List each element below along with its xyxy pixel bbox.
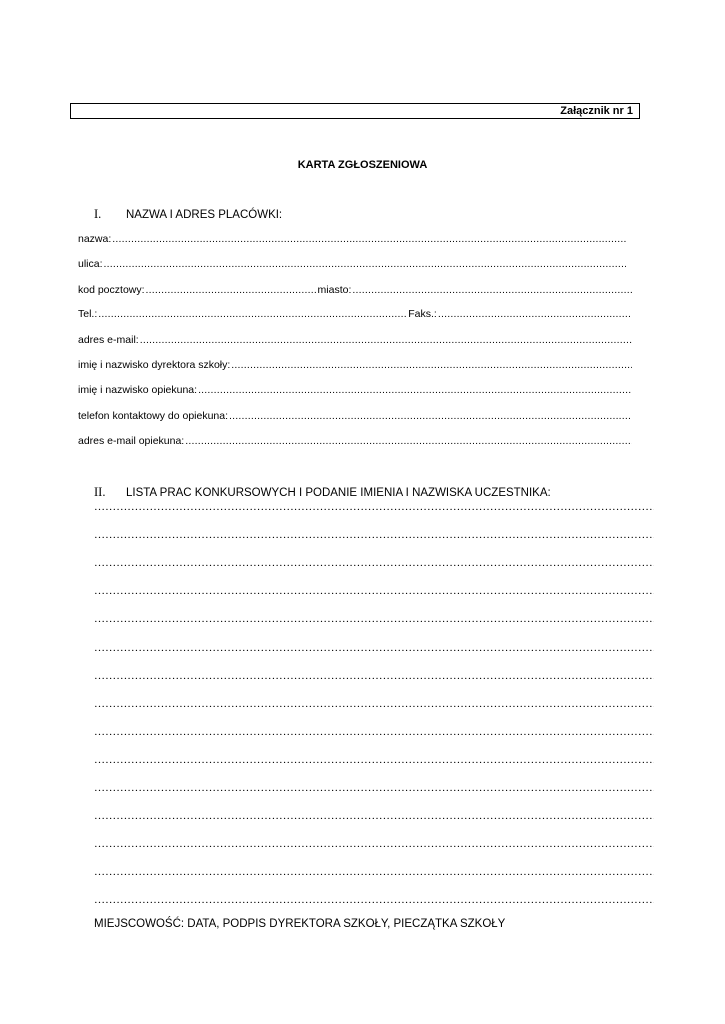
entry-line[interactable] — [94, 529, 654, 543]
field-email-dots — [140, 334, 632, 346]
entry-line[interactable] — [94, 670, 654, 684]
field-name[interactable] — [78, 231, 626, 245]
field-name-label: nazwa: — [78, 233, 112, 245]
entry-line[interactable] — [94, 754, 654, 768]
field-director[interactable] — [78, 357, 632, 371]
field-fax-dots — [438, 308, 632, 320]
field-director-dots — [231, 359, 632, 371]
field-supervisor-label: imię i nazwisko opiekuna: — [78, 384, 198, 396]
footer-caption: MIEJSCOWOŚĆ: DATA, PODPIS DYREKTORA SZKOŁY, PIECZĄTKA SZKOŁY — [94, 918, 506, 930]
section-2-heading — [94, 485, 551, 500]
document-title: KARTA ZGŁOSZENIOWA — [297, 159, 428, 171]
entry-line[interactable] — [94, 501, 654, 515]
section-2-numeral: II. — [94, 485, 106, 499]
entry-line[interactable] — [94, 810, 654, 824]
entry-line[interactable] — [94, 894, 654, 908]
field-supervisor-phone-dots — [229, 410, 632, 422]
field-fax-label: Faks.: — [408, 308, 437, 320]
attachment-box — [70, 103, 640, 119]
field-phone-fax[interactable] — [78, 306, 632, 320]
field-street-label: ulica: — [78, 258, 103, 270]
field-phone-label: Tel.: — [78, 308, 98, 320]
entry-line[interactable] — [94, 642, 654, 656]
entry-line[interactable] — [94, 557, 654, 571]
field-supervisor-phone[interactable] — [78, 408, 632, 422]
field-supervisor-dots — [198, 384, 632, 396]
field-name-dots — [112, 233, 626, 245]
field-postal-label: kod pocztowy: — [78, 284, 145, 296]
field-director-label: imię i nazwisko dyrektora szkoły: — [78, 359, 231, 371]
field-supervisor-email-dots — [185, 435, 632, 447]
section-1-heading — [94, 207, 282, 222]
section-2-title: LISTA PRAC KONKURSOWYCH I PODANIE IMIENIA I NAZWISKA UCZESTNIKA: — [126, 487, 551, 499]
field-postal-city[interactable] — [78, 282, 632, 296]
entry-line[interactable] — [94, 866, 654, 880]
entry-line[interactable] — [94, 585, 654, 599]
entry-line[interactable] — [94, 698, 654, 712]
section-1-title: NAZWA I ADRES PLACÓWKI: — [126, 209, 283, 221]
field-email-label: adres e-mail: — [78, 334, 139, 346]
field-phone-dots — [98, 308, 406, 320]
field-city-label: miasto: — [317, 284, 352, 296]
section-1-numeral: I. — [94, 207, 102, 221]
field-street-dots — [104, 258, 626, 270]
field-street[interactable] — [78, 256, 626, 270]
field-supervisor-email-label: adres e-mail opiekuna: — [78, 435, 185, 447]
entry-line[interactable] — [94, 726, 654, 740]
field-postal-dots — [146, 284, 316, 296]
entry-line[interactable] — [94, 613, 654, 627]
field-supervisor-phone-label: telefon kontaktowy do opiekuna: — [78, 410, 229, 422]
entry-line[interactable] — [94, 838, 654, 852]
field-supervisor[interactable] — [78, 382, 632, 396]
attachment-label: Załącznik nr 1 — [560, 105, 633, 117]
field-email[interactable] — [78, 332, 632, 346]
field-city-dots — [352, 284, 632, 296]
field-supervisor-email[interactable] — [78, 433, 632, 447]
entry-line[interactable] — [94, 782, 654, 796]
